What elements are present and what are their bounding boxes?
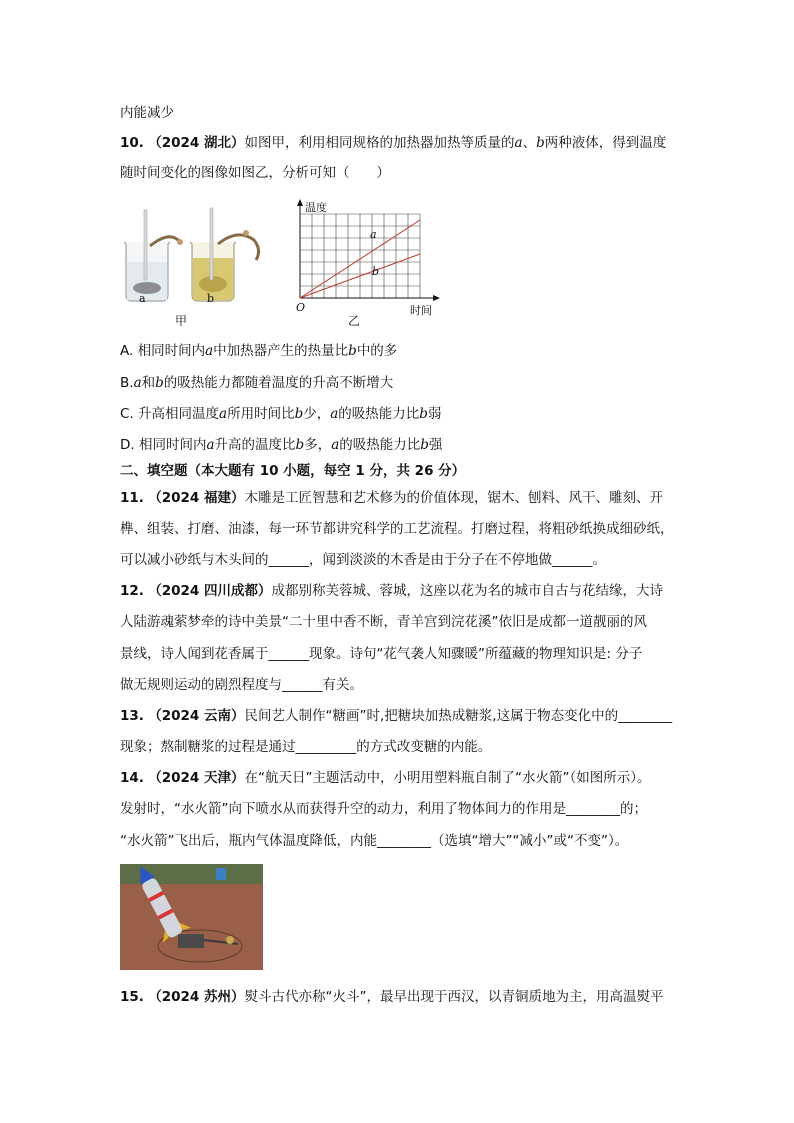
question-13-line1	[120, 707, 672, 725]
question-number: 12.	[120, 583, 144, 599]
question-12-line3	[120, 645, 642, 663]
question-number: 10.	[120, 135, 144, 151]
text: 所用时间比	[227, 406, 295, 422]
question-13-line2	[120, 738, 491, 756]
question-source: （2024 湖北）	[148, 135, 245, 151]
text: 强	[428, 437, 443, 453]
question-number: 14.	[120, 770, 144, 786]
var: a	[514, 135, 523, 151]
figure-jia-caption: 甲	[175, 314, 188, 328]
question-11-line2	[120, 520, 674, 538]
question-number: 11.	[120, 490, 144, 506]
var: a	[205, 343, 214, 359]
question-15-line1	[120, 988, 664, 1006]
text: 、	[522, 135, 537, 151]
option-c	[120, 405, 441, 423]
question-11-line3	[120, 551, 606, 569]
text: 发射时，“水火箭”向下喷水从而获得升空的动力，利用了物体间力的作用是________的；	[120, 801, 647, 817]
var: b	[420, 437, 429, 453]
question-source: （2024 四川成都）	[148, 583, 272, 599]
var: b	[536, 135, 545, 151]
graph-origin: O	[296, 301, 306, 314]
x-axis-arrow	[433, 295, 440, 301]
text: 少，	[303, 406, 331, 422]
text: 在“航天日”主题活动中，小明用塑料瓶自制了“水火箭”（如图所示）。	[244, 770, 651, 786]
text: 景线，诗人闻到花香属于______现象。诗句“花气袭人知骤暖”所蕴藏的物理知识是: 分子	[120, 646, 643, 662]
var: a	[331, 437, 340, 453]
var: a	[330, 406, 339, 422]
question-number: 15.	[120, 989, 144, 1005]
beaker-a-label: a	[139, 292, 146, 305]
text: 如图甲，利用相同规格的加热器加热等质量的	[244, 135, 515, 151]
option-a	[120, 342, 397, 360]
question-10-line1	[120, 134, 666, 152]
option-b	[120, 374, 393, 392]
water-rocket-illustration	[120, 864, 263, 970]
text: 和	[141, 375, 156, 391]
section-heading	[120, 462, 465, 480]
var: b	[348, 343, 357, 359]
text: 做无规则运动的剧烈程度与______有关。	[120, 677, 363, 693]
text: A. 相同时间内	[120, 343, 206, 359]
text: B.	[120, 375, 134, 391]
option-d	[120, 436, 442, 454]
question-14-line1	[120, 769, 650, 787]
text: 的吸热能力比	[339, 437, 421, 453]
question-12-line4	[120, 676, 363, 694]
question-source: （2024 云南）	[148, 708, 245, 724]
var: b	[295, 437, 305, 453]
text: 多，	[304, 437, 332, 453]
text: C. 升高相同温度	[120, 406, 220, 422]
text: 中的多	[356, 343, 398, 359]
text: 的吸热能力都随着温度的升高不断增大	[163, 375, 394, 391]
question-number: 13.	[120, 708, 144, 724]
text: 两种液体，得到温度	[544, 135, 667, 151]
text: 内能减少	[120, 105, 174, 121]
question-14-line3	[120, 832, 628, 850]
question-12-line2	[120, 613, 647, 631]
text: D. 相同时间内	[120, 437, 207, 453]
text: 弱	[427, 406, 442, 422]
var: b	[155, 375, 164, 391]
question-source: （2024 苏州）	[148, 989, 245, 1005]
beaker-b	[190, 208, 259, 301]
question-14-line2	[120, 800, 647, 818]
figure-yi-caption: 乙	[348, 314, 361, 328]
y-axis-arrow	[297, 199, 303, 206]
line-a-label: a	[370, 228, 377, 241]
question-10-line2	[120, 164, 390, 182]
text: 成都别称芙蓉城、蓉城，这座以花为名的城市自古与花结缘，大诗	[271, 583, 663, 599]
question-11-line1	[120, 489, 663, 507]
text-line	[120, 104, 174, 122]
text: 二、填空题（本大题有 10 小题，每空 1 分，共 26 分）	[120, 463, 466, 479]
text: 人陆游魂萦梦牵的诗中美景“二十里中香不断，青羊宫到浣花溪”依旧是成都一道靓丽的风	[120, 614, 647, 630]
text: 随时间变化的图像如图乙，分析可知（ ）	[120, 165, 390, 181]
text: 榫、组装、打磨、油漆，每一环节都讲究科学的工艺流程。打磨过程，将粗砂纸换成细砂纸，	[120, 521, 674, 537]
question-12-line1	[120, 582, 663, 600]
line-b-label: b	[372, 265, 380, 278]
var: a	[206, 437, 215, 453]
var: b	[419, 406, 428, 422]
text: 中加热器产生的热量比	[213, 343, 349, 359]
water-rocket-photo	[120, 864, 263, 970]
question-source: （2024 福建）	[148, 490, 245, 506]
text: 木雕是工匠智慧和艺术修为的价值体现，锯木、刨料、风干、雕刻、开	[244, 490, 663, 506]
graph-ylabel: 温度	[305, 201, 327, 214]
text: 升高的温度比	[214, 437, 296, 453]
text: 的吸热能力比	[338, 406, 420, 422]
graph-grid	[300, 214, 420, 298]
text: 熨斗古代亦称“火斗”，最早出现于西汉，以青铜质地为主，用高温熨平	[244, 989, 664, 1005]
beaker-a	[124, 210, 183, 301]
graph-xlabel: 时间	[410, 304, 432, 317]
question-source: （2024 天津）	[148, 770, 245, 786]
var: a	[219, 406, 228, 422]
text: 可以减小砂纸与木头间的______，闻到淡淡的木香是由于分子在不停地做______。	[120, 552, 606, 568]
var: b	[294, 406, 304, 422]
beaker-b-label: b	[207, 292, 215, 305]
text: “水火箭”飞出后，瓶内气体温度降低，内能________（选填“增大”“减小”或“不变”）。	[120, 833, 629, 849]
text: 现象；熬制糖浆的过程是通过_________的方式改变糖的内能。	[120, 739, 492, 755]
text: 民间艺人制作“糖画”时,把糖块加热成糖浆,这属于物态变化中的________	[244, 708, 673, 724]
var: a	[133, 375, 142, 391]
